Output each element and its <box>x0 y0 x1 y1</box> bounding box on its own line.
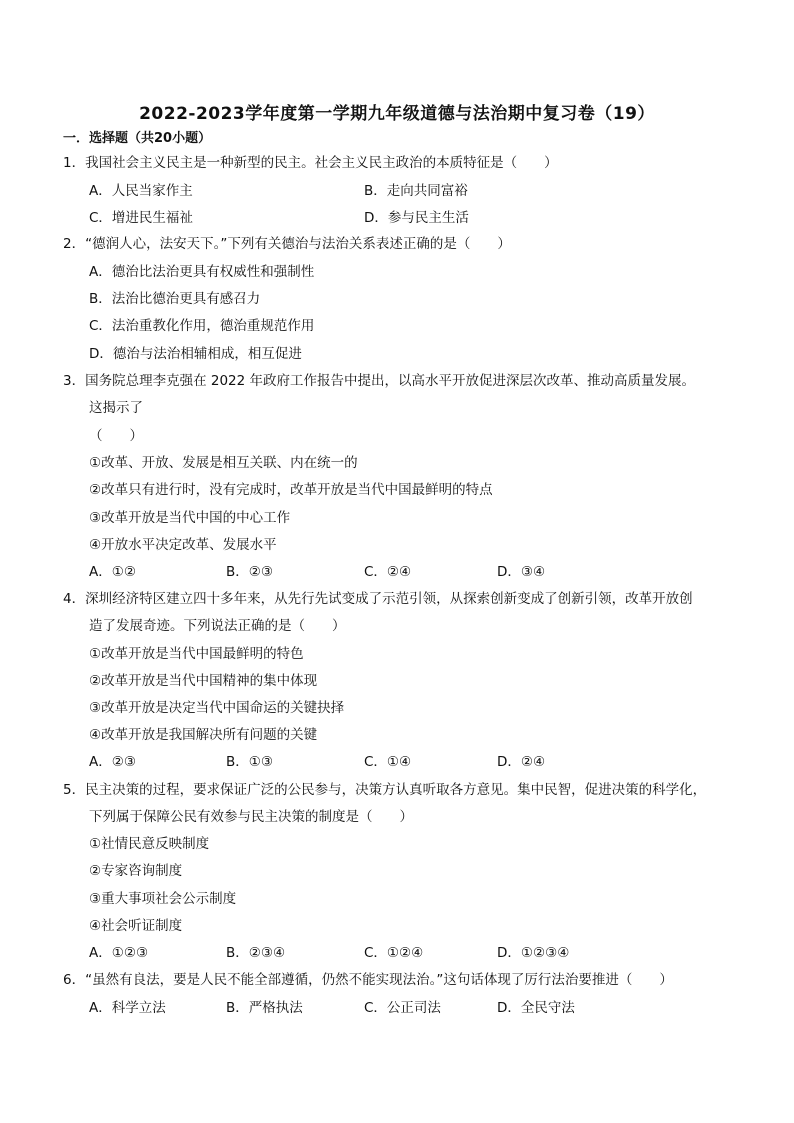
question-4-stem-line-2: 造了发展奇迹。下列说法正确的是（ ） <box>89 618 346 634</box>
question-4-option-a: A．②③ <box>89 754 136 770</box>
question-4-item-1: ①改革开放是当代中国最鲜明的特色 <box>89 646 304 662</box>
question-1-stem: 1．我国社会主义民主是一种新型的民主。社会主义民主政治的本质特征是（ ） <box>63 155 558 171</box>
question-5-option-c: C．①②④ <box>364 945 424 961</box>
question-3-option-b: B．②③ <box>226 564 273 580</box>
question-3-stem-line-1: 3．国务院总理李克强在 2022 年政府工作报告中提出，以高水平开放促进深层次改革、推动高质量发展。 <box>63 373 696 389</box>
question-3-item-3: ③改革开放是当代中国的中心工作 <box>89 510 291 526</box>
question-1-option-a: A．人民当家作主 <box>89 183 193 199</box>
question-3-item-2: ②改革只有进行时，没有完成时，改革开放是当代中国最鲜明的特点 <box>89 482 493 498</box>
question-5-stem-line-2: 下列属于保障公民有效参与民主决策的制度是（ ） <box>89 809 413 825</box>
question-4-item-3: ③改革开放是决定当代中国命运的关键抉择 <box>89 700 345 716</box>
question-4-option-c: C．①④ <box>364 754 412 770</box>
question-5-option-d: D．①②③④ <box>497 945 570 961</box>
question-6-stem: 6．“虽然有良法，要是人民不能全部遵循，仍然不能实现法治。”这句话体现了厉行法治要推进（ ） <box>63 972 673 988</box>
question-5-stem-line-1: 5．民主决策的过程，要求保证广泛的公民参与，决策方认真听取各方意见。集中民智，促进决策的科学化， <box>63 782 707 798</box>
question-1-option-d: D．参与民主生活 <box>364 210 469 226</box>
question-3-option-a: A．①② <box>89 564 136 580</box>
question-3-option-c: C．②④ <box>364 564 412 580</box>
question-6-option-c: C．公正司法 <box>364 1000 441 1016</box>
page-title: 2022-2023学年度第一学期九年级道德与法治期中复习卷（19） <box>139 104 655 124</box>
question-2-option-d: D．德治与法治相辅相成，相互促进 <box>89 346 302 362</box>
question-2-option-a: A．德治比法治更具有权威性和强制性 <box>89 264 315 280</box>
question-4-item-4: ④改革开放是我国解决所有问题的关键 <box>89 727 318 743</box>
question-3-item-4: ④开放水平决定改革、发展水平 <box>89 537 277 553</box>
question-5-item-3: ③重大事项社会公示制度 <box>89 891 237 907</box>
question-4-option-b: B．①③ <box>226 754 273 770</box>
question-4-option-d: D．②④ <box>497 754 546 770</box>
question-3-option-d: D．③④ <box>497 564 546 580</box>
question-2-stem: 2．“德润人心，法安天下。”下列有关德治与法治关系表述正确的是（ ） <box>63 236 511 252</box>
question-3-stem-line-2: 这揭示了 <box>89 400 143 416</box>
question-5-item-2: ②专家咨询制度 <box>89 863 183 879</box>
question-5-option-b: B．②③④ <box>226 945 286 961</box>
question-5-item-4: ④社会听证制度 <box>89 918 183 934</box>
question-1-option-c: C．增进民生福祉 <box>89 210 193 226</box>
question-6-option-b: B．严格执法 <box>226 1000 303 1016</box>
section-heading: 一．选择题（共20小题） <box>63 131 212 146</box>
question-1-option-b: B．走向共同富裕 <box>364 183 468 199</box>
question-6-option-d: D．全民守法 <box>497 1000 575 1016</box>
question-3-item-1: ①改革、开放、发展是相互关联、内在统一的 <box>89 455 358 471</box>
question-5-item-1: ①社情民意反映制度 <box>89 836 210 852</box>
question-3-stem-line-3: （ ） <box>89 428 143 444</box>
question-4-item-2: ②改革开放是当代中国精神的集中体现 <box>89 673 318 689</box>
question-2-option-c: C．法治重教化作用，德治重规范作用 <box>89 318 315 334</box>
question-5-option-a: A．①②③ <box>89 945 149 961</box>
question-6-option-a: A．科学立法 <box>89 1000 166 1016</box>
question-4-stem-line-1: 4．深圳经济特区建立四十多年来，从先行先试变成了示范引领，从探索创新变成了创新引领，改革开放创 <box>63 591 693 607</box>
question-2-option-b: B．法治比德治更具有感召力 <box>89 291 261 307</box>
